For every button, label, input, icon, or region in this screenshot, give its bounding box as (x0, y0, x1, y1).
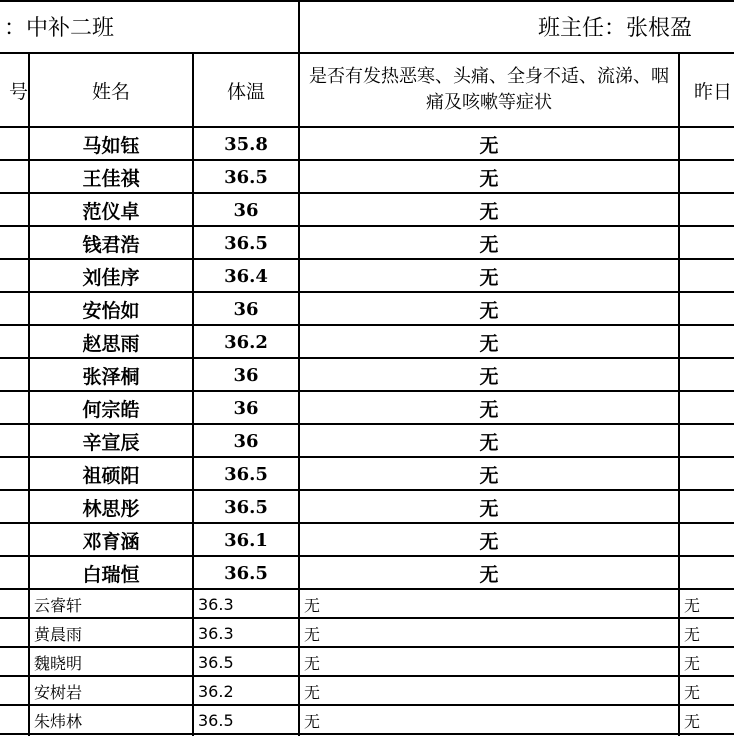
table-row-name: 王佳祺 (82, 168, 140, 190)
row-divider (0, 675, 734, 677)
table-row-symptoms: 无 (479, 333, 499, 355)
table-row-symptoms: 无 (479, 366, 499, 388)
table-row-symptoms: 无 (479, 300, 499, 322)
column-divider (192, 52, 194, 736)
row-divider (0, 291, 734, 293)
table-row-name: 黄晨雨 (34, 625, 83, 644)
table-row-temp: 36.1 (224, 530, 268, 551)
table-row-name: 安怡如 (82, 300, 140, 322)
col-symptoms-header: 是否有发热恶寒、头痛、全身不适、流涕、咽痛及咳嗽等症状 (309, 66, 669, 113)
table-row-name: 辛宣辰 (82, 432, 140, 454)
table-row-temp: 36.5 (224, 497, 268, 518)
table-row-symptoms: 无 (479, 234, 499, 256)
table-row-temp: 36 (233, 398, 259, 419)
row-divider (0, 357, 734, 359)
table-row-name: 范仪卓 (82, 201, 140, 223)
row-divider (0, 159, 734, 161)
table-row-temp: 36.2 (198, 682, 234, 701)
table-row-temp: 36 (233, 365, 259, 386)
table-row-symptoms: 无 (304, 625, 321, 644)
row-divider (0, 733, 734, 735)
table-row-temp: 36.2 (224, 332, 268, 353)
row-divider (0, 126, 734, 128)
table-row-temp: 36.5 (224, 464, 268, 485)
table-row-name: 林思彤 (82, 498, 140, 520)
table-row-temp: 36.5 (198, 653, 234, 672)
row-divider (0, 555, 734, 557)
table-row-symptoms: 无 (479, 267, 499, 289)
table-row-symptoms: 无 (479, 399, 499, 421)
table-row-temp: 36.5 (198, 711, 234, 730)
row-divider (0, 646, 734, 648)
table-row-symptoms: 无 (479, 168, 499, 190)
table-row-name: 云睿轩 (34, 596, 83, 615)
table-row-name: 魏晓明 (34, 654, 83, 673)
table-row-name: 张泽桐 (82, 366, 140, 388)
column-divider (28, 52, 30, 736)
table-row-symptoms: 无 (479, 432, 499, 454)
table-row-symptoms: 无 (479, 498, 499, 520)
table-row-temp: 36 (233, 431, 259, 452)
row-divider (0, 192, 734, 194)
table-row-name: 马如钰 (82, 135, 140, 157)
table-row-temp: 36.3 (198, 595, 234, 614)
table-row-name: 白瑞恒 (82, 564, 140, 586)
table-row-name: 安树岩 (34, 683, 83, 702)
row-divider (0, 704, 734, 706)
table-row-symptoms: 无 (479, 564, 499, 586)
row-divider (0, 390, 734, 392)
teacher-title: 班主任：张根盈 (538, 15, 693, 41)
row-divider (0, 324, 734, 326)
table-row-name: 祖硕阳 (82, 465, 140, 487)
table-row-name: 朱炜林 (34, 712, 83, 731)
row-divider (0, 456, 734, 458)
table-row-yesterday: 无 (684, 683, 701, 702)
table-row-yesterday: 无 (684, 625, 701, 644)
table-row-name: 刘佳序 (82, 267, 140, 289)
table-row-temp: 36 (233, 200, 259, 221)
row-divider (0, 52, 734, 54)
table-row-name: 钱君浩 (82, 234, 140, 256)
table-row-name: 赵思雨 (82, 333, 140, 355)
table-row-temp: 36.5 (224, 167, 268, 188)
table-row-symptoms: 无 (479, 201, 499, 223)
table-row-symptoms: 无 (304, 596, 321, 615)
table-row-symptoms: 无 (479, 135, 499, 157)
row-divider (0, 489, 734, 491)
table-row-yesterday: 无 (684, 654, 701, 673)
col-yesterday-header: 昨日 (694, 80, 733, 103)
col-temp-header: 体温 (226, 80, 265, 103)
table-row-symptoms: 无 (304, 654, 321, 673)
table-row-temp: 36.5 (224, 563, 268, 584)
table-row-temp: 36.5 (224, 233, 268, 254)
table-row-yesterday: 无 (684, 596, 701, 615)
column-divider (678, 52, 680, 736)
table-row-temp: 35.8 (224, 134, 268, 155)
row-divider (0, 225, 734, 227)
table-row-name: 邓育涵 (82, 531, 140, 553)
row-divider (0, 423, 734, 425)
table-row-symptoms: 无 (479, 531, 499, 553)
table-row-symptoms: 无 (479, 465, 499, 487)
table-row-symptoms: 无 (304, 712, 321, 731)
row-divider (0, 0, 734, 2)
table-row-temp: 36.4 (224, 266, 268, 287)
row-divider (0, 588, 734, 590)
table-row-temp: 36 (233, 299, 259, 320)
class-title: ：中补二班 (4, 15, 115, 41)
table-row-symptoms: 无 (304, 683, 321, 702)
col-number-header: 号 (8, 80, 28, 103)
table-row-name: 何宗皓 (82, 399, 140, 421)
col-name-header: 姓名 (91, 80, 130, 103)
table-row-yesterday: 无 (684, 712, 701, 731)
column-divider (298, 0, 300, 736)
table-row-temp: 36.3 (198, 624, 234, 643)
row-divider (0, 258, 734, 260)
row-divider (0, 617, 734, 619)
row-divider (0, 522, 734, 524)
